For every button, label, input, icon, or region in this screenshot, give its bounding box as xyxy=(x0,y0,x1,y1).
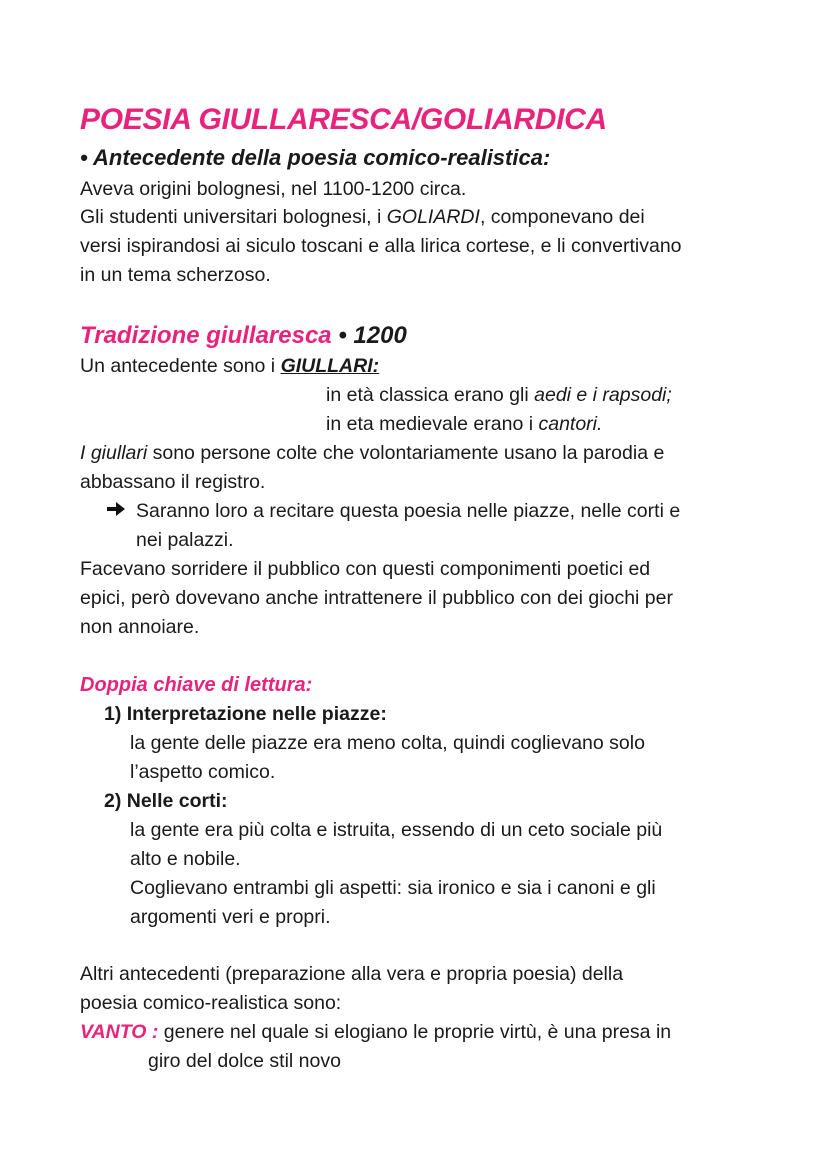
text-segment: , componevano dei xyxy=(479,206,645,228)
text-segment: in eta medievale erano i xyxy=(326,413,539,435)
section1-line3: versi ispirandosi ai siculo toscani e alla lirica cortese, e li convertivano xyxy=(80,235,682,257)
vanto-label: VANTO : xyxy=(80,1021,159,1043)
text-segment: genere nel quale si elogiano le proprie virtù, è una presa in xyxy=(158,1021,672,1043)
item1-line1: la gente delle piazze era meno colta, quindi coglievano solo xyxy=(130,732,645,754)
section1-heading: • Antecedente della poesia comico-realistica: xyxy=(80,145,551,170)
text-segment: Un antecedente sono i xyxy=(80,355,281,377)
text-segment: Gli studenti universitari bolognesi, i xyxy=(80,206,387,228)
section2-line2 xyxy=(326,381,672,410)
item2-title: 2) Nelle corti: xyxy=(104,790,228,812)
text-segment-italic: cantori. xyxy=(538,413,603,435)
section2-line3 xyxy=(326,410,602,439)
text-segment-italic: aedi e i rapsodi; xyxy=(534,384,672,406)
goliardi-term: GOLIARDI xyxy=(386,206,480,228)
item1-title: 1) Interpretazione nelle piazze: xyxy=(104,703,387,725)
section2-line7: epici, però dovevano anche intrattenere il pubblico con dei giochi per xyxy=(80,587,673,609)
item2-line1: la gente era più colta e istruita, essendo di un ceto sociale più xyxy=(130,819,663,841)
section2-heading-date: • 1200 xyxy=(331,322,407,349)
item2-line3: Coglievano entrambi gli aspetti: sia ironico e sia i canoni e gli xyxy=(130,877,656,899)
arrow-right-icon xyxy=(105,498,127,520)
section2-line6: Facevano sorridere il pubblico con questi componimenti poetici ed xyxy=(80,558,651,580)
section4-line1: Altri antecedenti (preparazione alla vera e propria poesia) della xyxy=(80,963,624,985)
text-segment-italic: I giullari xyxy=(80,442,148,464)
vanto-line xyxy=(80,1018,671,1047)
section2-heading xyxy=(80,320,407,352)
section2-line5: abbassano il registro. xyxy=(80,471,266,493)
text-segment: in età classica erano gli xyxy=(326,384,535,406)
section3-heading: Doppia chiave di lettura: xyxy=(80,674,313,696)
bullet-line2: nei palazzi. xyxy=(136,529,234,551)
section1-line1: Aveva origini bolognesi, nel 1100-1200 circa. xyxy=(80,178,467,200)
section2-line4 xyxy=(80,439,664,468)
section1-line2 xyxy=(80,203,645,232)
page-title: POESIA GIULLARESCA/GOLIARDICA xyxy=(80,103,607,136)
bullet-line1: Saranno loro a recitare questa poesia nelle piazze, nelle corti e xyxy=(136,500,681,522)
section4-line2: poesia comico-realistica sono: xyxy=(80,992,342,1014)
section2-line8: non annoiare. xyxy=(80,616,200,638)
vanto-line2: giro del dolce stil novo xyxy=(148,1050,341,1072)
section2-line1 xyxy=(80,352,379,381)
item2-line4: argomenti veri e propri. xyxy=(130,906,331,928)
item1-line2: l’aspetto comico. xyxy=(130,761,276,783)
giullari-term: GIULLARI: xyxy=(280,355,380,377)
section1-line4: in un tema scherzoso. xyxy=(80,264,271,286)
section2-heading-title: Tradizione giullaresca xyxy=(80,322,332,349)
item2-line2: alto e nobile. xyxy=(130,848,241,870)
text-segment: sono persone colte che volontariamente usano la parodia e xyxy=(147,442,665,464)
